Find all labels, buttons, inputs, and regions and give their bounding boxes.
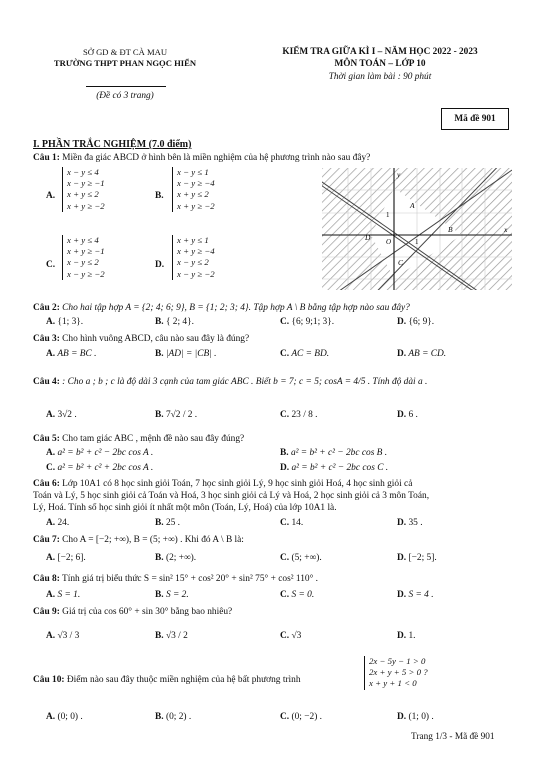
q6-option-d: D. 35 . xyxy=(397,518,423,528)
question-8-label: Câu 8: xyxy=(33,574,60,584)
vertex-d: D xyxy=(365,233,371,242)
question-8-text: Tính giá trị biểu thức S = sin² 15° + cos² 20° + sin² 75° + cos² 110° . xyxy=(62,574,319,584)
q6-option-d-text: 35 . xyxy=(408,518,423,528)
q9-option-b: B. √3 / 2 xyxy=(155,631,188,641)
q3-option-b-text: |AD| = |CB| . xyxy=(165,349,217,359)
q4-option-a: A. 3√2 . xyxy=(46,410,77,420)
question-7 xyxy=(33,534,513,546)
question-10 xyxy=(33,674,363,686)
q9-option-d: D. 1. xyxy=(397,631,416,641)
q10-system-line: x + y + 1 < 0 xyxy=(369,678,417,689)
q8-option-c-text: S = 0. xyxy=(291,590,315,600)
q6-option-b-text: 25 . xyxy=(165,518,181,528)
q9-option-c: C. √3 xyxy=(280,631,302,641)
x-axis-label: x xyxy=(504,225,508,234)
question-9-label: Câu 9: xyxy=(33,607,60,617)
question-2-text: Cho hai tập hợp A = {2; 4; 6; 9}, B = {1; 2; 3; 4}. Tập hợp A \ B bằng tập hợp nào sau đây? xyxy=(62,303,410,313)
y-unit-label: 1 xyxy=(386,211,390,219)
question-5-text: Cho tam giác ABC , mệnh đề nào sau đây đúng? xyxy=(62,434,245,444)
q3-option-a: A. AB = BC . xyxy=(46,349,97,359)
q7-option-a-text: [−2; 6]. xyxy=(57,553,86,563)
x-unit-label: 1 xyxy=(415,238,419,246)
q7-option-b: B. (2; +∞). xyxy=(155,553,197,563)
q1-b-line: x + y ≤ 2 xyxy=(177,189,209,200)
q8-option-a-text: S = 1. xyxy=(57,590,81,600)
question-2-label: Câu 2: xyxy=(33,303,60,313)
question-6-line: Lý, Hoá. Tính số học sinh giỏi ít nhất một môn (Toán, Lý, Hoá) của lớp 10A1 là. xyxy=(33,503,337,513)
q10-system xyxy=(364,656,428,690)
q2-option-d: D. {6; 9}. xyxy=(397,317,435,327)
q5-option-c-text: a² = b² + c² + 2bc cos A . xyxy=(57,463,154,473)
q2-option-c-text: {6; 9;1; 3}. xyxy=(291,317,335,327)
q1-b-line: x + y ≥ −2 xyxy=(177,200,215,211)
question-6-line: Toán và Lý, 5 học sinh giỏi cả Toán và Hoá, 3 học sinh giỏi cả Lý và Hoá, 2 học sinh giỏi cả 3 môn Toán, xyxy=(33,491,430,501)
question-7-label: Câu 7: xyxy=(33,535,60,545)
q5-option-c: C. a² = b² + c² + 2bc cos A . xyxy=(46,463,154,473)
question-8 xyxy=(33,573,513,585)
q7-option-a: A. [−2; 6]. xyxy=(46,553,86,563)
q10-option-d: D. (1; 0) . xyxy=(397,712,434,722)
q8-option-d: D. S = 4 . xyxy=(397,590,434,600)
q1-d-line: x − y ≥ −2 xyxy=(177,268,215,279)
q4-option-c: C. 23 / 8 . xyxy=(280,410,318,420)
q1-a-line: x + y ≤ 2 xyxy=(67,189,99,200)
q2-option-d-text: {6; 9}. xyxy=(408,317,435,327)
q3-option-a-text: AB = BC . xyxy=(57,349,97,359)
q1-c-line: x + y ≤ 4 xyxy=(67,235,99,245)
q4-option-b-text: 7√2 / 2 . xyxy=(165,410,198,420)
q10-option-a-text: (0; 0) . xyxy=(57,712,83,722)
q1-option-d-label: D. xyxy=(155,260,165,270)
question-1-label: Câu 1: xyxy=(33,153,60,163)
q1-option-a-system xyxy=(62,167,105,212)
q4-option-b: B. 7√2 / 2 . xyxy=(155,410,198,420)
q10-option-b-text: (0; 2) . xyxy=(165,712,192,722)
q5-option-d: D. a² = b² + c² − 2bc cos C . xyxy=(280,463,389,473)
q1-option-c-label: C. xyxy=(46,260,56,270)
question-3-label: Câu 3: xyxy=(33,334,60,344)
exam-time: Thời gian làm bài : 90 phút xyxy=(328,72,432,82)
vertex-b: B xyxy=(448,225,453,234)
q9-option-d-text: 1. xyxy=(408,631,416,641)
q1-d-line: x + y ≤ 1 xyxy=(177,235,209,245)
q8-option-b: B. S = 2. xyxy=(155,590,189,600)
question-5-label: Câu 5: xyxy=(33,434,60,444)
school-name: TRƯỜNG THPT PHAN NGỌC HIỂN xyxy=(53,58,197,68)
q6-option-a-text: 24. xyxy=(57,518,70,528)
q1-d-line: x + y ≥ −4 xyxy=(177,246,215,257)
q5-option-a-text: a² = b² + c² − 2bc cos A . xyxy=(57,448,154,458)
q7-option-d-text: [−2; 5]. xyxy=(408,553,437,563)
question-9 xyxy=(33,606,513,618)
q9-option-a: A. √3 / 3 xyxy=(46,631,80,641)
q8-option-c: C. S = 0. xyxy=(280,590,315,600)
q5-option-a: A. a² = b² + c² − 2bc cos A . xyxy=(46,448,154,458)
origin-label: O xyxy=(386,238,392,246)
exam-title: KIỂM TRA GIỮA KÌ I – NĂM HỌC 2022 - 2023 xyxy=(282,47,478,57)
q3-option-d-text: AB = CD. xyxy=(408,349,447,359)
q1-a-line: x − y ≥ −1 xyxy=(67,178,105,189)
page-footer: Trang 1/3 - Mã đề 901 xyxy=(411,732,495,742)
q4-option-d-text: 6 . xyxy=(408,410,418,420)
q10-option-a: A. (0; 0) . xyxy=(46,712,83,722)
q4-option-d: D. 6 . xyxy=(397,410,418,420)
question-3 xyxy=(33,333,513,345)
q3-option-d: D. AB = CD. xyxy=(397,349,447,359)
q7-option-d: D. [−2; 5]. xyxy=(397,553,437,563)
question-6-line: Lớp 10A1 có 8 học sinh giỏi Toán, 7 học sinh giỏi Lý, 9 học sinh giỏi Hoá, 4 học sinh giỏi cả xyxy=(62,479,413,489)
section-title: I. PHẦN TRẮC NGHIỆM (7.0 điểm) xyxy=(33,139,192,150)
q10-option-c: C. (0; −2) . xyxy=(280,712,323,722)
q9-option-b-text: √3 / 2 xyxy=(165,631,188,641)
q4-option-c-text: 23 / 8 . xyxy=(291,410,318,420)
q7-option-b-text: (2; +∞). xyxy=(165,553,197,563)
q5-option-d-text: a² = b² + c² − 2bc cos C . xyxy=(291,463,389,473)
exam-code-box: Mã đề 901 xyxy=(441,108,509,130)
q9-option-a-text: √3 / 3 xyxy=(57,631,80,641)
q2-option-b-text: { 2; 4}. xyxy=(165,317,194,327)
q2-option-b: B. { 2; 4}. xyxy=(155,317,194,327)
q10-option-d-text: (1; 0) . xyxy=(408,712,434,722)
q7-option-c-text: (5; +∞). xyxy=(291,553,322,563)
q1-option-d-system xyxy=(172,235,215,280)
solution-region-graph xyxy=(322,168,512,290)
q1-a-line: x − y ≤ 4 xyxy=(67,167,99,177)
q2-option-a: A. {1; 3}. xyxy=(46,317,84,327)
q6-option-b: B. 25 . xyxy=(155,518,181,528)
question-6 xyxy=(33,478,513,514)
q4-option-a-text: 3√2 . xyxy=(57,410,77,420)
q1-d-line: x − y ≤ 2 xyxy=(177,257,209,268)
vertex-a: A xyxy=(410,201,415,210)
q8-option-a: A. S = 1. xyxy=(46,590,81,600)
q6-option-c-text: 14. xyxy=(291,518,304,528)
q8-option-b-text: S = 2. xyxy=(165,590,189,600)
q1-option-b-label: B. xyxy=(155,191,164,201)
question-4-label: Câu 4: xyxy=(33,377,60,387)
q3-option-c-text: AC = BD. xyxy=(291,349,330,359)
q1-option-c-system xyxy=(62,235,105,280)
header-divider xyxy=(86,86,166,87)
question-7-text: Cho A = [−2; +∞), B = (5; +∞) . Khi đó A \ B là: xyxy=(62,535,244,545)
q6-option-c: C. 14. xyxy=(280,518,304,528)
vertex-c: C xyxy=(398,258,404,267)
q1-option-a-label: A. xyxy=(46,191,56,201)
q8-option-d-text: S = 4 . xyxy=(408,590,434,600)
dept-name: SỞ GD & ĐT CÀ MAU xyxy=(82,47,168,57)
subject-title: MÔN TOÁN – LỚP 10 xyxy=(334,59,426,69)
q1-option-b-system xyxy=(172,167,215,212)
question-9-text: Giá trị của cos 60° + sin 30° bằng bao nhiêu? xyxy=(62,607,233,617)
q1-b-line: x − y ≤ 1 xyxy=(177,167,209,177)
question-10-label: Câu 10: xyxy=(33,675,65,685)
question-4-text: : Cho a ; b ; c là độ dài 3 cạnh của tam giác ABC . Biết b = 7; c = 5; cosA = 4/5 . Tính độ dài a . xyxy=(62,377,428,387)
q10-system-line: 2x − 5y − 1 > 0 xyxy=(369,656,426,666)
q2-option-a-text: {1; 3}. xyxy=(57,317,84,327)
question-10-text: Điểm nào sau đây thuộc miền nghiệm của hệ bất phương trình xyxy=(66,675,301,685)
question-2 xyxy=(33,302,513,314)
q1-a-line: x + y ≥ −2 xyxy=(67,200,105,211)
q10-system-line: 2x + y + 5 > 0 ? xyxy=(369,667,428,678)
question-5 xyxy=(33,433,513,445)
q1-c-line: x − y ≥ −2 xyxy=(67,268,105,279)
question-1-text: Miền đa giác ABCD ở hình bên là miền nghiệm của hệ phương trình nào sau đây? xyxy=(62,153,371,163)
y-axis-label: y xyxy=(397,170,401,179)
q5-option-b-text: a² = b² + c² − 2bc cos B . xyxy=(290,448,388,458)
q6-option-a: A. 24. xyxy=(46,518,70,528)
q3-option-b: B. |AD| = |CB| . xyxy=(155,349,217,359)
q9-option-c-text: √3 xyxy=(291,631,302,641)
question-3-text: Cho hình vuông ABCD, câu nào sau đây là đúng? xyxy=(62,334,250,344)
q10-option-b: B. (0; 2) . xyxy=(155,712,192,722)
q1-c-line: x + y ≥ −1 xyxy=(67,246,105,257)
q3-option-c: C. AC = BD. xyxy=(280,349,330,359)
q2-option-c: C. {6; 9;1; 3}. xyxy=(280,317,335,327)
pages-note: (Đề có 3 trang) xyxy=(96,91,154,101)
question-1 xyxy=(33,152,513,164)
q1-c-line: x − y ≤ 2 xyxy=(67,257,99,268)
q7-option-c: C. (5; +∞). xyxy=(280,553,322,563)
q1-b-line: x − y ≥ −4 xyxy=(177,178,215,189)
q5-option-b: B. a² = b² + c² − 2bc cos B . xyxy=(280,448,388,458)
question-4 xyxy=(33,376,513,388)
q10-option-c-text: (0; −2) . xyxy=(291,712,323,722)
question-6-label: Câu 6: xyxy=(33,479,60,489)
